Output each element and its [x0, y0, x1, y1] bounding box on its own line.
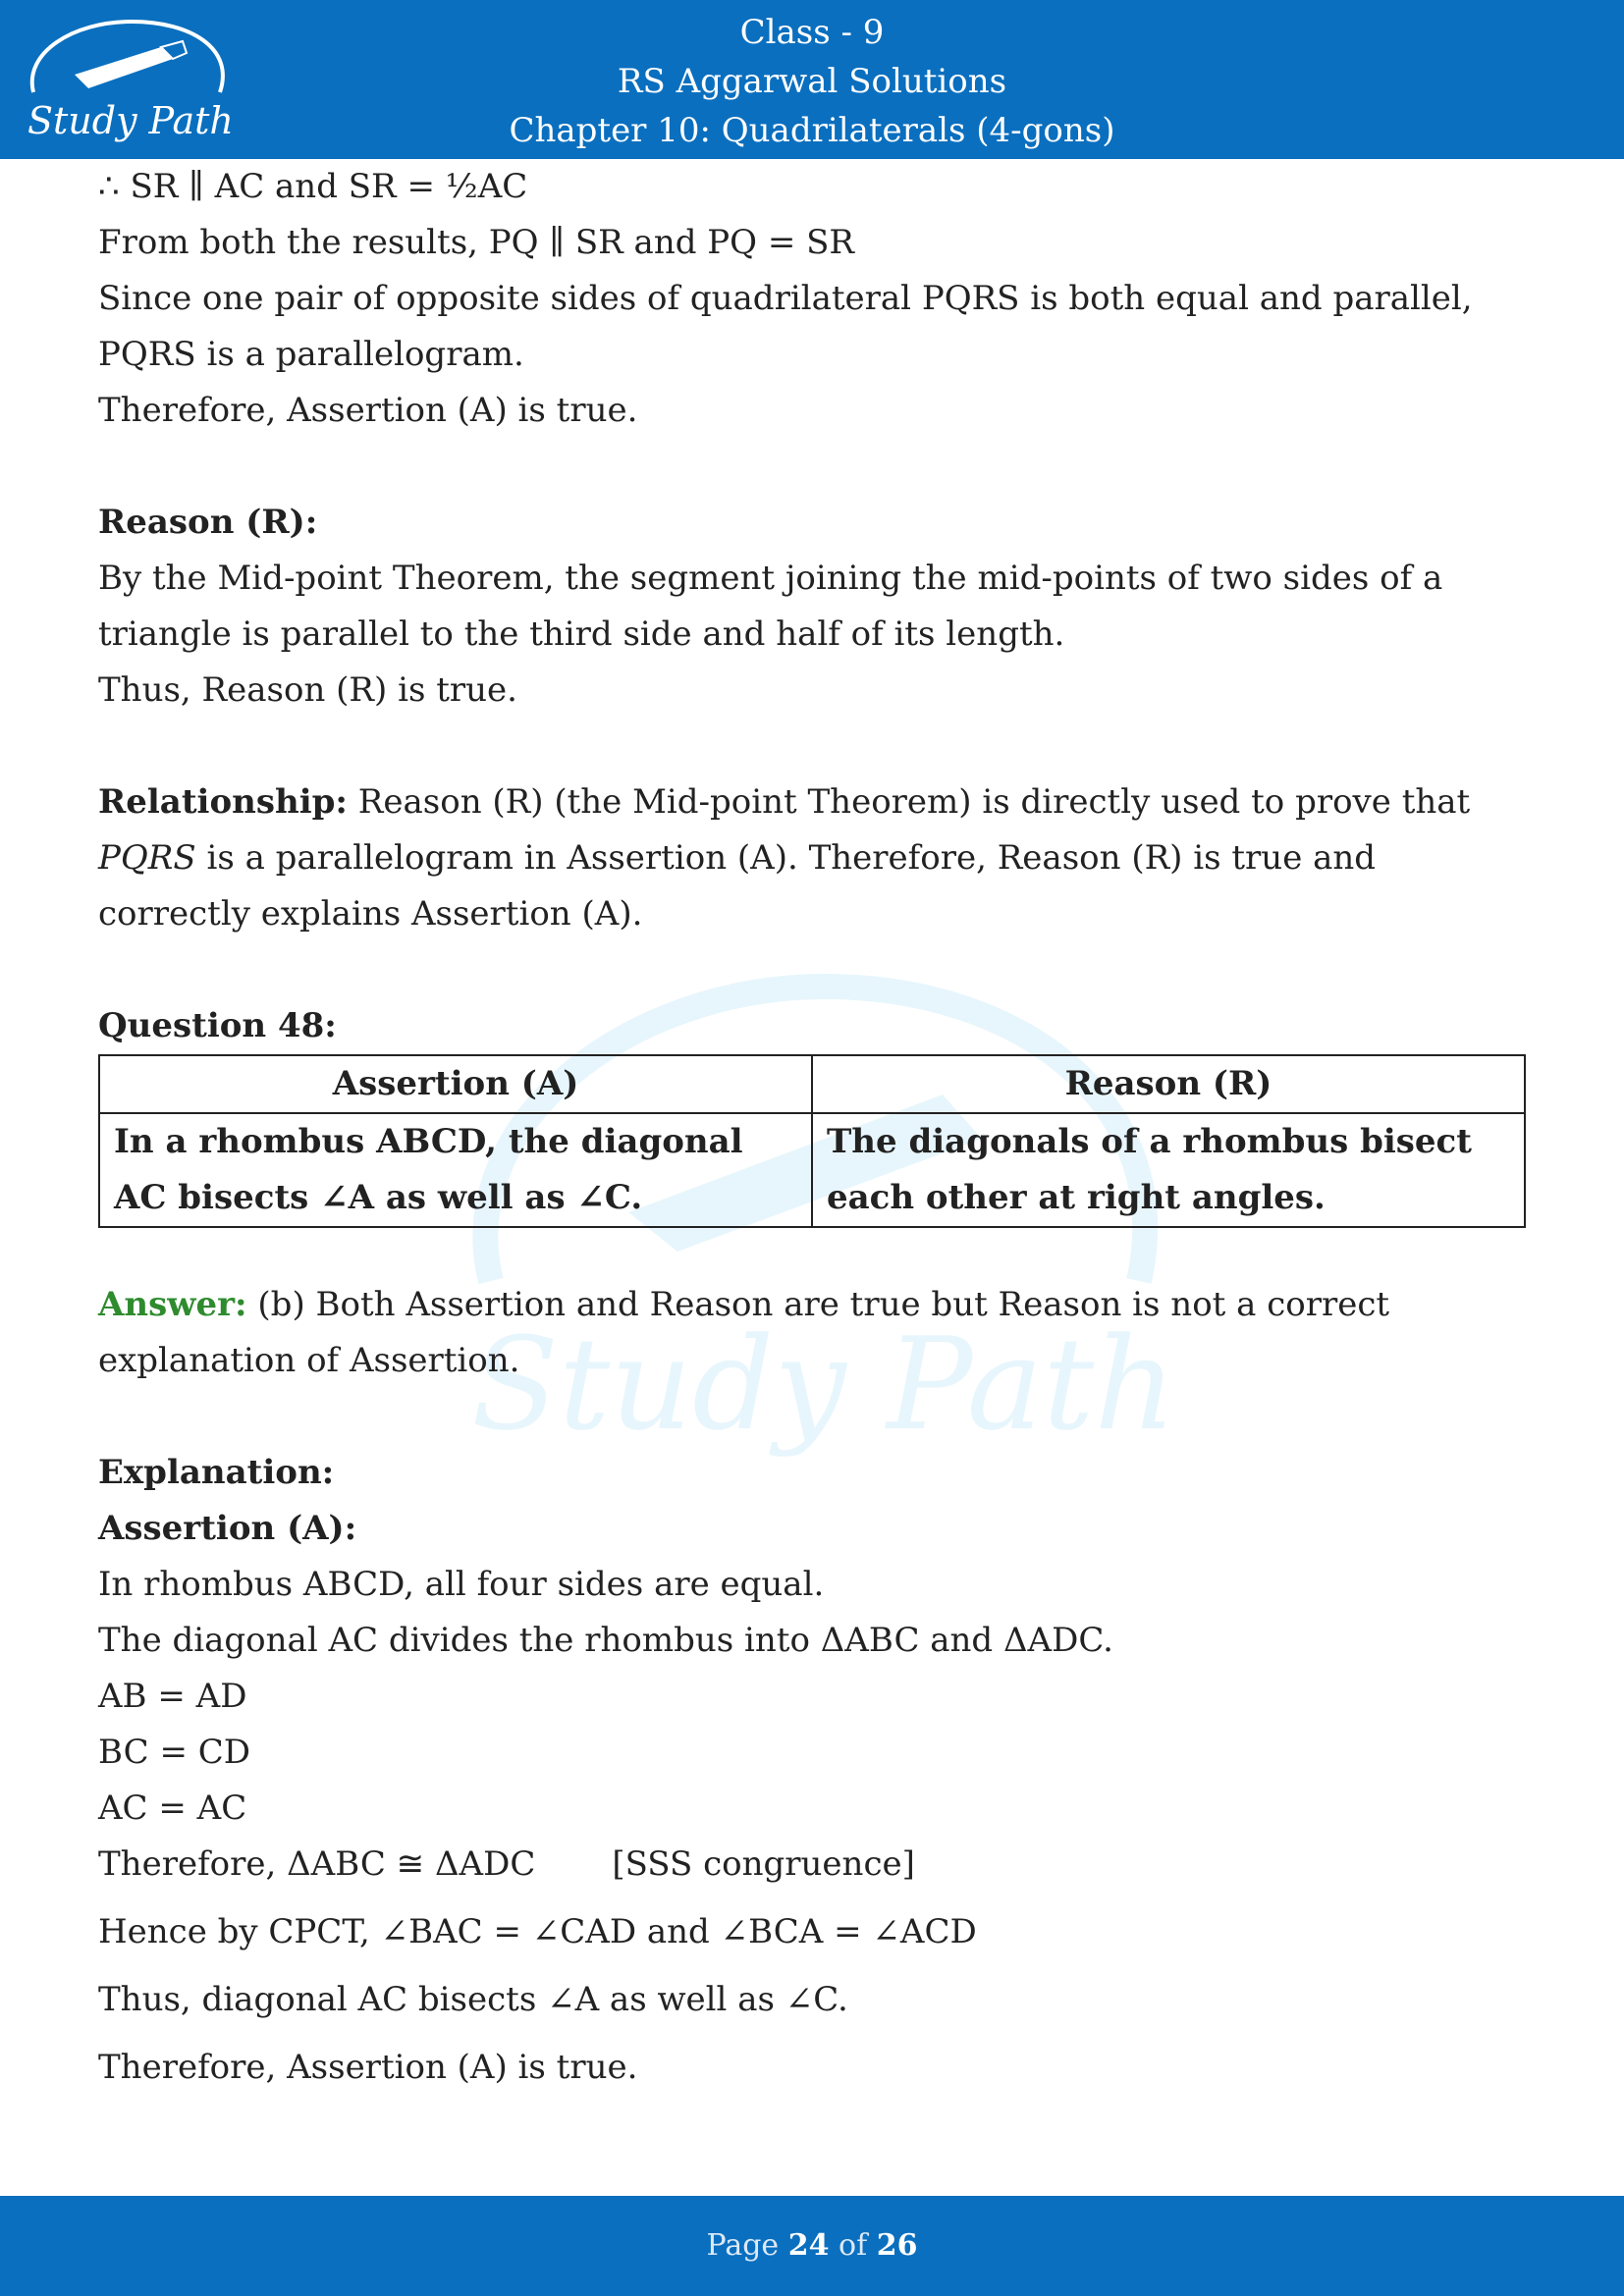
watermark-text: Study Path [471, 1309, 1177, 1458]
text-line: The diagonal AC divides the rhombus into ΔABC and ΔADC. [98, 1621, 1113, 1660]
reason-text: By the Mid-point Theorem, the segment joining the mid-points of two sides of a triangle is parallel to the third side and half of its length. [98, 559, 1443, 654]
text-line: AC = AC [98, 1789, 247, 1828]
assertion-reason-table [98, 1054, 1526, 1228]
text-line: Therefore, Assertion (A) is true. [98, 391, 638, 430]
answer-paragraph [98, 1277, 1532, 1389]
table-header-reason: Reason (R) [812, 1055, 1525, 1113]
reason-heading: Reason (R): [98, 503, 318, 542]
reason-conclusion: Thus, Reason (R) is true. [98, 670, 517, 710]
text-line: Thus, diagonal AC bisects ∠A as well as ∠C. [98, 1980, 848, 2019]
header-chapter: Chapter 10: Quadrilaterals (4-gons) [509, 111, 1115, 150]
footer-page-word: Page [706, 2228, 780, 2263]
relationship-italic: PQRS [98, 838, 196, 878]
answer-text: (b) Both Assertion and Reason are true but Reason is not a correct explanation of Assertion. [98, 1285, 1390, 1380]
text-line: From both the results, PQ ∥ SR and PQ = SR [98, 223, 855, 262]
congruence-reason: [SSS congruence] [612, 1844, 915, 1884]
text-line: AB = AD [98, 1677, 247, 1716]
relationship-text-end: is a parallelogram in Assertion (A). Therefore, Reason (R) is true and correctly explains Assertion (A). [98, 838, 1377, 934]
footer-of-word: of [839, 2228, 868, 2263]
text-line: BC = CD [98, 1733, 251, 1772]
table-cell-assertion: In a rhombus ABCD, the diagonal AC bisects ∠A as well as ∠C. [99, 1113, 812, 1227]
footer-total-pages: 26 [876, 2228, 918, 2263]
text-line: Therefore, Assertion (A) is true. [98, 2048, 638, 2087]
logo-text: Study Path [27, 99, 234, 142]
text-paragraph: Since one pair of opposite sides of quadrilateral PQRS is both equal and parallel, PQRS is a parallelogram. [98, 279, 1473, 374]
answer-label: Answer: [98, 1285, 247, 1324]
congruence-statement: Therefore, ΔABC ≅ ΔADC [98, 1844, 536, 1884]
page-footer [0, 2196, 1624, 2296]
text-line: In rhombus ABCD, all four sides are equal. [98, 1565, 825, 1604]
relationship-label: Relationship: [98, 782, 348, 822]
assertion-heading: Assertion (A): [98, 1509, 357, 1548]
text-line: ∴ SR ∥ AC and SR = ½AC [98, 167, 528, 206]
table-header-assertion: Assertion (A) [99, 1055, 812, 1113]
explanation-heading: Explanation: [98, 1453, 335, 1492]
page-content [98, 159, 1532, 2096]
page-header [0, 0, 1624, 159]
text-line: Hence by CPCT, ∠BAC = ∠CAD and ∠BCA = ∠ACD [98, 1912, 977, 1951]
header-book: RS Aggarwal Solutions [617, 62, 1007, 101]
relationship-paragraph [98, 774, 1532, 942]
congruence-line [98, 1837, 1532, 1893]
header-class: Class - 9 [739, 13, 885, 52]
footer-current-page: 24 [787, 2228, 830, 2263]
question-heading: Question 48: [98, 1006, 337, 1045]
table-cell-reason: The diagonals of a rhombus bisect each other at right angles. [812, 1113, 1525, 1227]
relationship-text: Reason (R) (the Mid-point Theorem) is directly used to prove that [357, 782, 1471, 822]
